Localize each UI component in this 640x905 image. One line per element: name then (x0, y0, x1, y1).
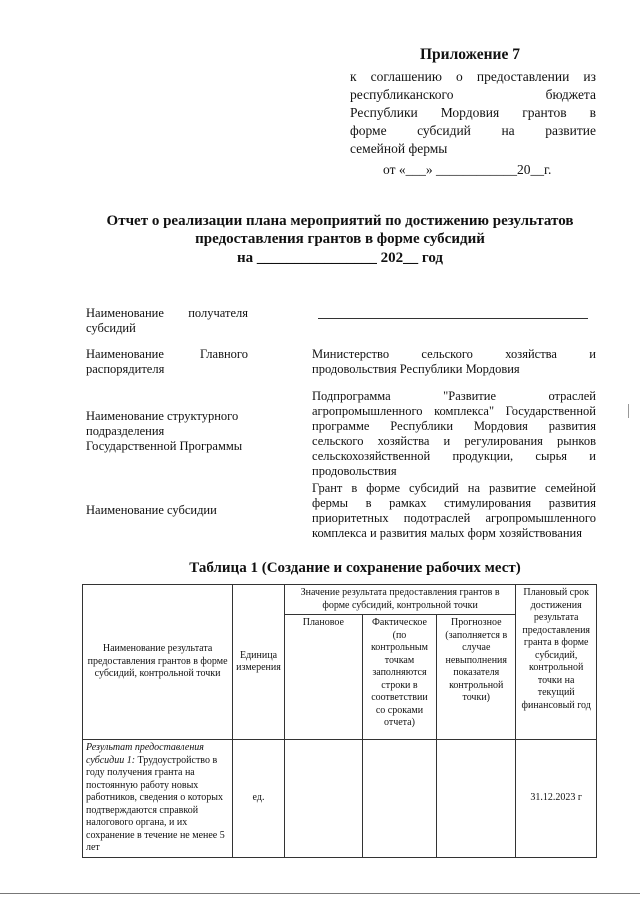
row-planned[interactable] (284, 740, 362, 858)
row-name (83, 740, 233, 858)
appendix-line: республиканского бюджета (350, 87, 596, 102)
report-title-line: предоставления грантов в форме субсидий (195, 231, 485, 247)
row-unit: ед. (233, 740, 285, 858)
table-header-row (83, 585, 597, 615)
header-actual: Фактическое (по контрольным точкам заполняются строки в соответствии со сроками отчета) (362, 615, 436, 740)
manager-value: Министерство сельского хозяйства и продовольствия Республики Мордовия (312, 347, 596, 376)
subsidy-value: Грант в форме субсидий на развитие семейной фермы в рамках стимулирования развития приоритетных подотраслей агропромышленного комплекса и развития малых форм хозяйствования (312, 481, 596, 540)
row-forecast[interactable] (437, 740, 516, 858)
page-bottom-rule (0, 893, 640, 894)
appendix-line: семейной фермы (350, 141, 448, 156)
table-title: Таблица 1 (Создание и сохранение рабочих мест) (189, 560, 521, 576)
appendix-line: форме субсидий на развитие (350, 123, 596, 138)
header-forecast: Прогнозное (заполняется в случае невыполнения показателя контрольной точки) (437, 615, 516, 740)
report-title-line: Отчет о реализации плана мероприятий по достижению результатов (106, 213, 574, 229)
appendix-line: к соглашению о предоставлении из (350, 69, 596, 84)
report-title (60, 212, 620, 248)
row-name-prefix: Результат предоставления субсидии 1: (86, 742, 204, 766)
table-row (83, 740, 597, 858)
row-actual[interactable] (362, 740, 436, 858)
appendix-title: Приложение 7 (420, 46, 520, 63)
manager-label: Наименование Главного распорядителя (86, 347, 248, 376)
report-period: на ________________ 202__ год (237, 250, 443, 266)
header-name: Наименование результата предоставления грантов в форме субсидий, контрольной точки (83, 585, 233, 740)
margin-mark (628, 404, 629, 418)
header-deadline: Плановый срок достижения результата предоставления гранта в форме субсидий, контрольной точки на текущий финансовый год (516, 585, 597, 740)
results-table (82, 584, 597, 858)
row-name-text: Трудоустройство в году получения гранта на постоянную работу новых работников, сведения о которых подтверждаются справкой налогового органа, и их сохранение в течение не менее 5 лет (86, 754, 225, 853)
recipient-value-line[interactable] (318, 318, 588, 319)
header-planned: Плановое (284, 615, 362, 740)
recipient-label: Наименование получателя субсидий (86, 306, 248, 335)
appendix-date: от «___» ____________20__г. (383, 162, 552, 177)
structural-value: Подпрограмма "Развитие отраслей агропромышленного комплекса" Государственной программе Республики Мордовия развития сельского хозяйства и регулирования рынков сельскохозяйственной продукции, сырья и продовольствия (312, 389, 596, 478)
header-value-group: Значение результата предоставления грантов в форме субсидий, контрольной точки (284, 585, 516, 615)
subsidy-label: Наименование субсидии (86, 503, 217, 517)
appendix-description (350, 68, 596, 158)
appendix-line: Республики Мордовия грантов в (350, 105, 596, 120)
header-unit: Единица измерения (233, 585, 285, 740)
structural-label: Наименование структурного подразделения Государственной Программы (86, 409, 243, 453)
row-deadline: 31.12.2023 г (516, 740, 597, 858)
